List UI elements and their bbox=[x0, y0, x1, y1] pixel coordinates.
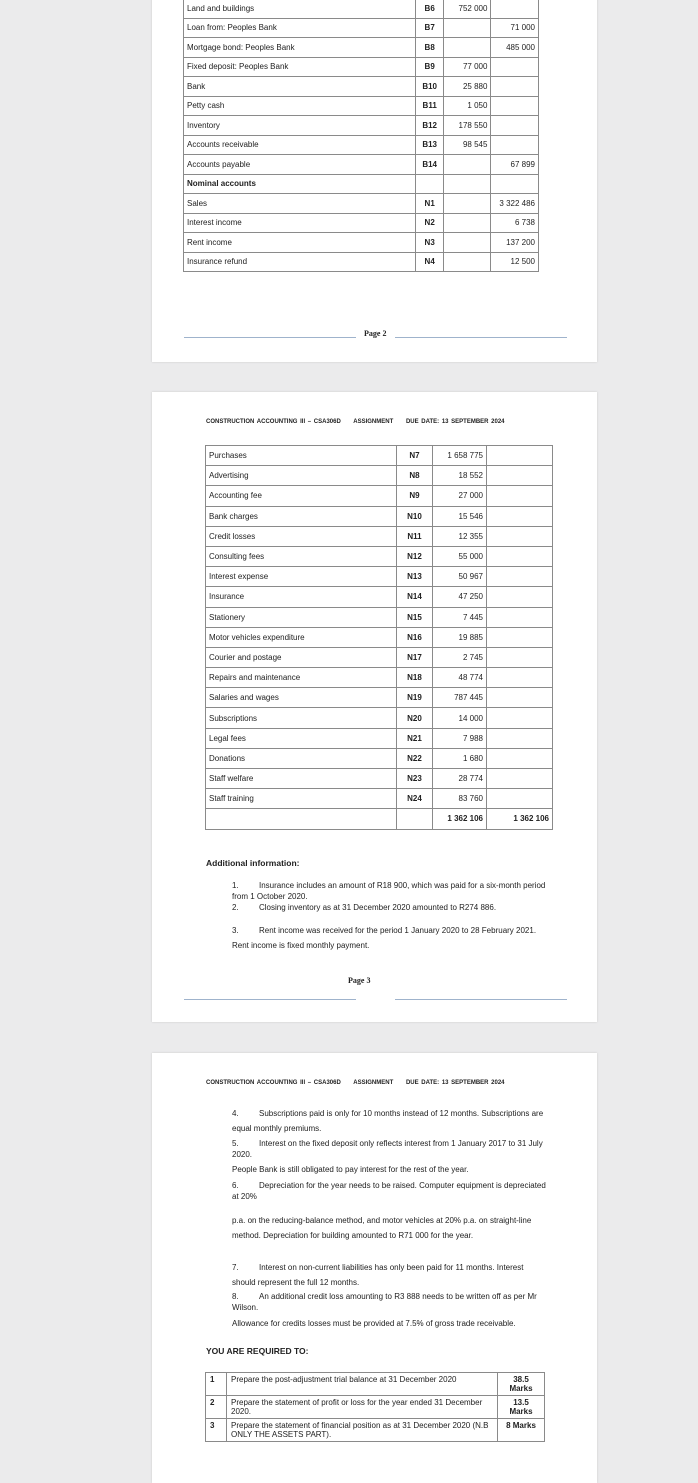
info-item-text: Subscriptions paid is only for 10 months instead of 12 months. Subscriptions are equal monthly premiums. bbox=[232, 1109, 544, 1133]
debit-cell: 77 000 bbox=[443, 57, 491, 77]
debit-cell: 1 680 bbox=[433, 748, 487, 768]
account-code-cell: N23 bbox=[397, 769, 433, 789]
debit-cell: 7 445 bbox=[433, 607, 487, 627]
account-name-cell: Land and buildings bbox=[184, 0, 416, 18]
footer-rule-right bbox=[395, 999, 567, 1000]
account-name-cell: Bank bbox=[184, 77, 416, 97]
credit-cell bbox=[491, 96, 539, 116]
debit-cell: 14 000 bbox=[433, 708, 487, 728]
section-heading-cell: Nominal accounts bbox=[184, 174, 416, 194]
info-item-1 bbox=[232, 880, 546, 902]
info-item-number: 8. bbox=[232, 1292, 239, 1301]
debit-cell bbox=[443, 213, 491, 233]
task-marks: 38.5 Marks bbox=[498, 1373, 545, 1396]
credit-cell: 485 000 bbox=[491, 38, 539, 58]
credit-cell bbox=[487, 567, 553, 587]
debit-cell bbox=[443, 155, 491, 175]
credit-cell bbox=[487, 587, 553, 607]
table-row bbox=[206, 748, 553, 768]
table-row bbox=[184, 38, 539, 58]
credit-cell bbox=[487, 627, 553, 647]
debit-cell: 83 760 bbox=[433, 789, 487, 809]
account-name-cell: Insurance refund bbox=[184, 252, 416, 272]
table-row bbox=[206, 627, 553, 647]
account-name-cell: Repairs and maintenance bbox=[206, 668, 397, 688]
account-name-cell: Bank charges bbox=[206, 506, 397, 526]
credit-cell bbox=[491, 57, 539, 77]
debit-cell: 15 546 bbox=[433, 506, 487, 526]
debit-cell: 27 000 bbox=[433, 486, 487, 506]
info-item-8-cont: Allowance for credits losses must be provided at 7.5% of gross trade receivable. bbox=[232, 1319, 516, 1328]
account-code-cell: N21 bbox=[397, 728, 433, 748]
table-row bbox=[206, 688, 553, 708]
info-item-number: 4. bbox=[232, 1109, 239, 1118]
account-name-cell: Subscriptions bbox=[206, 708, 397, 728]
assignment-label: ASSIGNMENT bbox=[353, 419, 394, 425]
total-credit-cell: 1 362 106 bbox=[487, 809, 553, 829]
account-code-cell: B12 bbox=[416, 116, 443, 136]
account-code-cell: B10 bbox=[416, 77, 443, 97]
table-row bbox=[184, 252, 539, 272]
info-item-6-cont: p.a. on the reducing-balance method, and motor vehicles at 20% p.a. on straight-line method. Depreciation for building amounted to R71 000 for the year. bbox=[232, 1216, 532, 1240]
credit-cell bbox=[487, 769, 553, 789]
account-code-cell: N8 bbox=[397, 466, 433, 486]
total-debit-cell: 1 362 106 bbox=[433, 809, 487, 829]
table-row bbox=[184, 135, 539, 155]
account-code-cell: B6 bbox=[416, 0, 443, 18]
footer-rule-right bbox=[395, 337, 567, 338]
account-code-cell: B11 bbox=[416, 96, 443, 116]
account-code-cell: N9 bbox=[397, 486, 433, 506]
table-row bbox=[184, 116, 539, 136]
table-row bbox=[206, 769, 553, 789]
account-name-cell: Advertising bbox=[206, 466, 397, 486]
account-code-cell: N19 bbox=[397, 688, 433, 708]
credit-cell bbox=[487, 446, 553, 466]
credit-cell bbox=[487, 728, 553, 748]
account-code-cell: N7 bbox=[397, 446, 433, 466]
account-code-cell: N24 bbox=[397, 789, 433, 809]
course-title: CONSTRUCTION ACCOUNTING III – CSA306D bbox=[206, 419, 341, 425]
info-item-text: Closing inventory as at 31 December 2020 amounted to R274 886. bbox=[259, 903, 497, 912]
credit-cell: 12 500 bbox=[491, 252, 539, 272]
account-code-cell: N22 bbox=[397, 748, 433, 768]
account-name-cell: Fixed deposit: Peoples Bank bbox=[184, 57, 416, 77]
account-code-cell bbox=[416, 174, 443, 194]
debit-cell: 28 774 bbox=[433, 769, 487, 789]
debit-cell: 19 885 bbox=[433, 627, 487, 647]
account-name-cell: Interest expense bbox=[206, 567, 397, 587]
account-name-cell: Mortgage bond: Peoples Bank bbox=[184, 38, 416, 58]
task-row bbox=[206, 1419, 545, 1442]
account-name-cell: Staff training bbox=[206, 789, 397, 809]
page-header bbox=[206, 419, 515, 425]
credit-cell bbox=[487, 688, 553, 708]
account-name-cell: Insurance bbox=[206, 587, 397, 607]
debit-cell: 1 658 775 bbox=[433, 446, 487, 466]
debit-cell: 787 445 bbox=[433, 688, 487, 708]
table-row bbox=[206, 587, 553, 607]
account-name-cell: Motor vehicles expenditure bbox=[206, 627, 397, 647]
account-code-cell: N20 bbox=[397, 708, 433, 728]
credit-cell bbox=[487, 647, 553, 667]
account-code-cell: N13 bbox=[397, 567, 433, 587]
debit-cell bbox=[443, 38, 491, 58]
credit-cell bbox=[487, 607, 553, 627]
table-row bbox=[206, 647, 553, 667]
info-item-text: Insurance includes an amount of R18 900, which was paid for a six-month period from 1 October 2020. bbox=[232, 881, 546, 901]
blank-cell bbox=[397, 809, 433, 829]
table-row bbox=[206, 567, 553, 587]
task-description: Prepare the statement of financial position as at 31 December 2020 (N.B ONLY THE ASSETS PART). bbox=[227, 1419, 498, 1442]
info-item-5 bbox=[232, 1138, 546, 1160]
account-code-cell: B9 bbox=[416, 57, 443, 77]
assignment-label: ASSIGNMENT bbox=[353, 1080, 394, 1086]
account-code-cell: N14 bbox=[397, 587, 433, 607]
trial-balance-table-part2 bbox=[205, 445, 553, 830]
table-row bbox=[184, 155, 539, 175]
account-code-cell: N17 bbox=[397, 647, 433, 667]
account-name-cell: Accounts payable bbox=[184, 155, 416, 175]
table-row bbox=[206, 526, 553, 546]
account-name-cell: Rent income bbox=[184, 233, 416, 253]
table-row bbox=[206, 607, 553, 627]
account-name-cell: Inventory bbox=[184, 116, 416, 136]
table-row bbox=[206, 789, 553, 809]
table-row bbox=[206, 668, 553, 688]
account-name-cell: Salaries and wages bbox=[206, 688, 397, 708]
account-code-cell: N2 bbox=[416, 213, 443, 233]
debit-cell: 48 774 bbox=[433, 668, 487, 688]
task-description: Prepare the statement of profit or loss for the year ended 31 December 2020. bbox=[227, 1396, 498, 1419]
credit-cell bbox=[491, 116, 539, 136]
credit-cell bbox=[491, 135, 539, 155]
footer-rule-left bbox=[184, 999, 356, 1000]
credit-cell bbox=[487, 668, 553, 688]
info-item-text: Rent income was received for the period 1 January 2020 to 28 February 2021. Rent income is fixed monthly payment. bbox=[232, 926, 537, 950]
account-name-cell: Legal fees bbox=[206, 728, 397, 748]
account-name-cell: Staff welfare bbox=[206, 769, 397, 789]
document-page-3 bbox=[152, 392, 597, 1022]
additional-info-heading: Additional information: bbox=[206, 858, 300, 868]
account-code-cell: N18 bbox=[397, 668, 433, 688]
page-number: Page 3 bbox=[348, 976, 371, 985]
credit-cell bbox=[491, 77, 539, 97]
account-name-cell: Accounts receivable bbox=[184, 135, 416, 155]
debit-cell: 752 000 bbox=[443, 0, 491, 18]
table-row bbox=[206, 506, 553, 526]
account-name-cell: Donations bbox=[206, 748, 397, 768]
debit-cell: 2 745 bbox=[433, 647, 487, 667]
table-row bbox=[206, 446, 553, 466]
table-row bbox=[184, 213, 539, 233]
credit-cell bbox=[491, 0, 539, 18]
credit-cell bbox=[487, 466, 553, 486]
account-code-cell: N16 bbox=[397, 627, 433, 647]
table-row bbox=[184, 96, 539, 116]
debit-cell: 7 988 bbox=[433, 728, 487, 748]
table-row bbox=[184, 174, 539, 194]
debit-cell bbox=[443, 194, 491, 214]
info-item-number: 1. bbox=[232, 881, 239, 890]
info-item-number: 2. bbox=[232, 903, 239, 912]
account-name-cell: Loan from: Peoples Bank bbox=[184, 18, 416, 38]
info-item-text: Interest on non-current liabilities has only been paid for 11 months. Interest should represent the full 12 months. bbox=[232, 1263, 524, 1287]
table-row bbox=[206, 466, 553, 486]
account-name-cell: Courier and postage bbox=[206, 647, 397, 667]
page-header bbox=[206, 1080, 515, 1086]
table-row bbox=[184, 194, 539, 214]
account-name-cell: Consulting fees bbox=[206, 546, 397, 566]
debit-cell: 12 355 bbox=[433, 526, 487, 546]
table-row bbox=[184, 233, 539, 253]
task-row bbox=[206, 1396, 545, 1419]
blank-cell bbox=[206, 809, 397, 829]
task-number: 1 bbox=[206, 1373, 227, 1396]
credit-cell bbox=[487, 526, 553, 546]
debit-cell: 50 967 bbox=[433, 567, 487, 587]
account-code-cell: N15 bbox=[397, 607, 433, 627]
account-code-cell: N11 bbox=[397, 526, 433, 546]
debit-cell: 18 552 bbox=[433, 466, 487, 486]
debit-cell bbox=[443, 18, 491, 38]
info-item-6 bbox=[232, 1180, 546, 1202]
account-name-cell: Sales bbox=[184, 194, 416, 214]
task-marks: 8 Marks bbox=[498, 1419, 545, 1442]
account-code-cell: N3 bbox=[416, 233, 443, 253]
account-name-cell: Purchases bbox=[206, 446, 397, 466]
account-name-cell: Petty cash bbox=[184, 96, 416, 116]
credit-cell bbox=[487, 546, 553, 566]
task-description: Prepare the post-adjustment trial balance at 31 December 2020 bbox=[227, 1373, 498, 1396]
debit-cell: 55 000 bbox=[433, 546, 487, 566]
info-item-2 bbox=[232, 902, 546, 913]
table-row bbox=[184, 0, 539, 18]
debit-cell bbox=[443, 233, 491, 253]
due-date: DUE DATE: 13 SEPTEMBER 2024 bbox=[405, 419, 505, 425]
info-item-7 bbox=[232, 1260, 546, 1290]
info-item-text: An additional credit loss amounting to R3 888 needs to be written off as per Mr Wilson. bbox=[232, 1292, 537, 1312]
trial-balance-table-part1 bbox=[183, 0, 539, 272]
info-item-number: 3. bbox=[232, 926, 239, 935]
info-item-3 bbox=[232, 923, 546, 953]
page-number: Page 2 bbox=[364, 329, 387, 338]
task-number: 3 bbox=[206, 1419, 227, 1442]
credit-cell bbox=[487, 789, 553, 809]
info-item-text: Interest on the fixed deposit only reflects interest from 1 January 2017 to 31 July 2020. bbox=[232, 1139, 543, 1159]
debit-cell bbox=[443, 252, 491, 272]
info-item-4 bbox=[232, 1106, 546, 1136]
info-item-text: Depreciation for the year needs to be raised. Computer equipment is depreciated at 20% bbox=[232, 1181, 546, 1201]
task-number: 2 bbox=[206, 1396, 227, 1419]
course-title: CONSTRUCTION ACCOUNTING III – CSA306D bbox=[206, 1080, 341, 1086]
account-name-cell: Accounting fee bbox=[206, 486, 397, 506]
account-code-cell: N1 bbox=[416, 194, 443, 214]
info-item-5-cont: People Bank is still obligated to pay interest for the rest of the year. bbox=[232, 1165, 469, 1174]
credit-cell: 3 322 486 bbox=[491, 194, 539, 214]
info-item-8 bbox=[232, 1291, 546, 1313]
credit-cell bbox=[487, 506, 553, 526]
account-name-cell: Interest income bbox=[184, 213, 416, 233]
document-page-2 bbox=[152, 0, 597, 362]
credit-cell: 6 738 bbox=[491, 213, 539, 233]
debit-cell: 98 545 bbox=[443, 135, 491, 155]
debit-cell: 25 880 bbox=[443, 77, 491, 97]
info-item-number: 6. bbox=[232, 1181, 239, 1190]
table-row bbox=[206, 546, 553, 566]
debit-cell: 178 550 bbox=[443, 116, 491, 136]
debit-cell: 1 050 bbox=[443, 96, 491, 116]
table-row bbox=[206, 708, 553, 728]
credit-cell: 67 899 bbox=[491, 155, 539, 175]
account-code-cell: B13 bbox=[416, 135, 443, 155]
account-code-cell: N12 bbox=[397, 546, 433, 566]
credit-cell bbox=[491, 174, 539, 194]
credit-cell bbox=[487, 486, 553, 506]
table-row bbox=[184, 57, 539, 77]
due-date: DUE DATE: 13 SEPTEMBER 2024 bbox=[405, 1080, 505, 1086]
account-code-cell: N4 bbox=[416, 252, 443, 272]
debit-cell bbox=[443, 174, 491, 194]
table-row bbox=[206, 728, 553, 748]
footer-rule-left bbox=[184, 337, 356, 338]
required-heading: YOU ARE REQUIRED TO: bbox=[206, 1346, 309, 1356]
table-row bbox=[206, 486, 553, 506]
account-code-cell: B14 bbox=[416, 155, 443, 175]
task-row bbox=[206, 1373, 545, 1396]
account-code-cell: N10 bbox=[397, 506, 433, 526]
required-tasks-table bbox=[205, 1372, 545, 1442]
debit-cell: 47 250 bbox=[433, 587, 487, 607]
account-name-cell: Stationery bbox=[206, 607, 397, 627]
credit-cell bbox=[487, 748, 553, 768]
credit-cell bbox=[487, 708, 553, 728]
table-row bbox=[184, 77, 539, 97]
account-code-cell: B8 bbox=[416, 38, 443, 58]
info-item-number: 7. bbox=[232, 1263, 239, 1272]
credit-cell: 71 000 bbox=[491, 18, 539, 38]
document-page-4 bbox=[152, 1053, 597, 1483]
task-marks: 13.5 Marks bbox=[498, 1396, 545, 1419]
info-item-number: 5. bbox=[232, 1139, 239, 1148]
credit-cell: 137 200 bbox=[491, 233, 539, 253]
totals-row bbox=[206, 809, 553, 829]
account-name-cell: Credit losses bbox=[206, 526, 397, 546]
table-row bbox=[184, 18, 539, 38]
account-code-cell: B7 bbox=[416, 18, 443, 38]
